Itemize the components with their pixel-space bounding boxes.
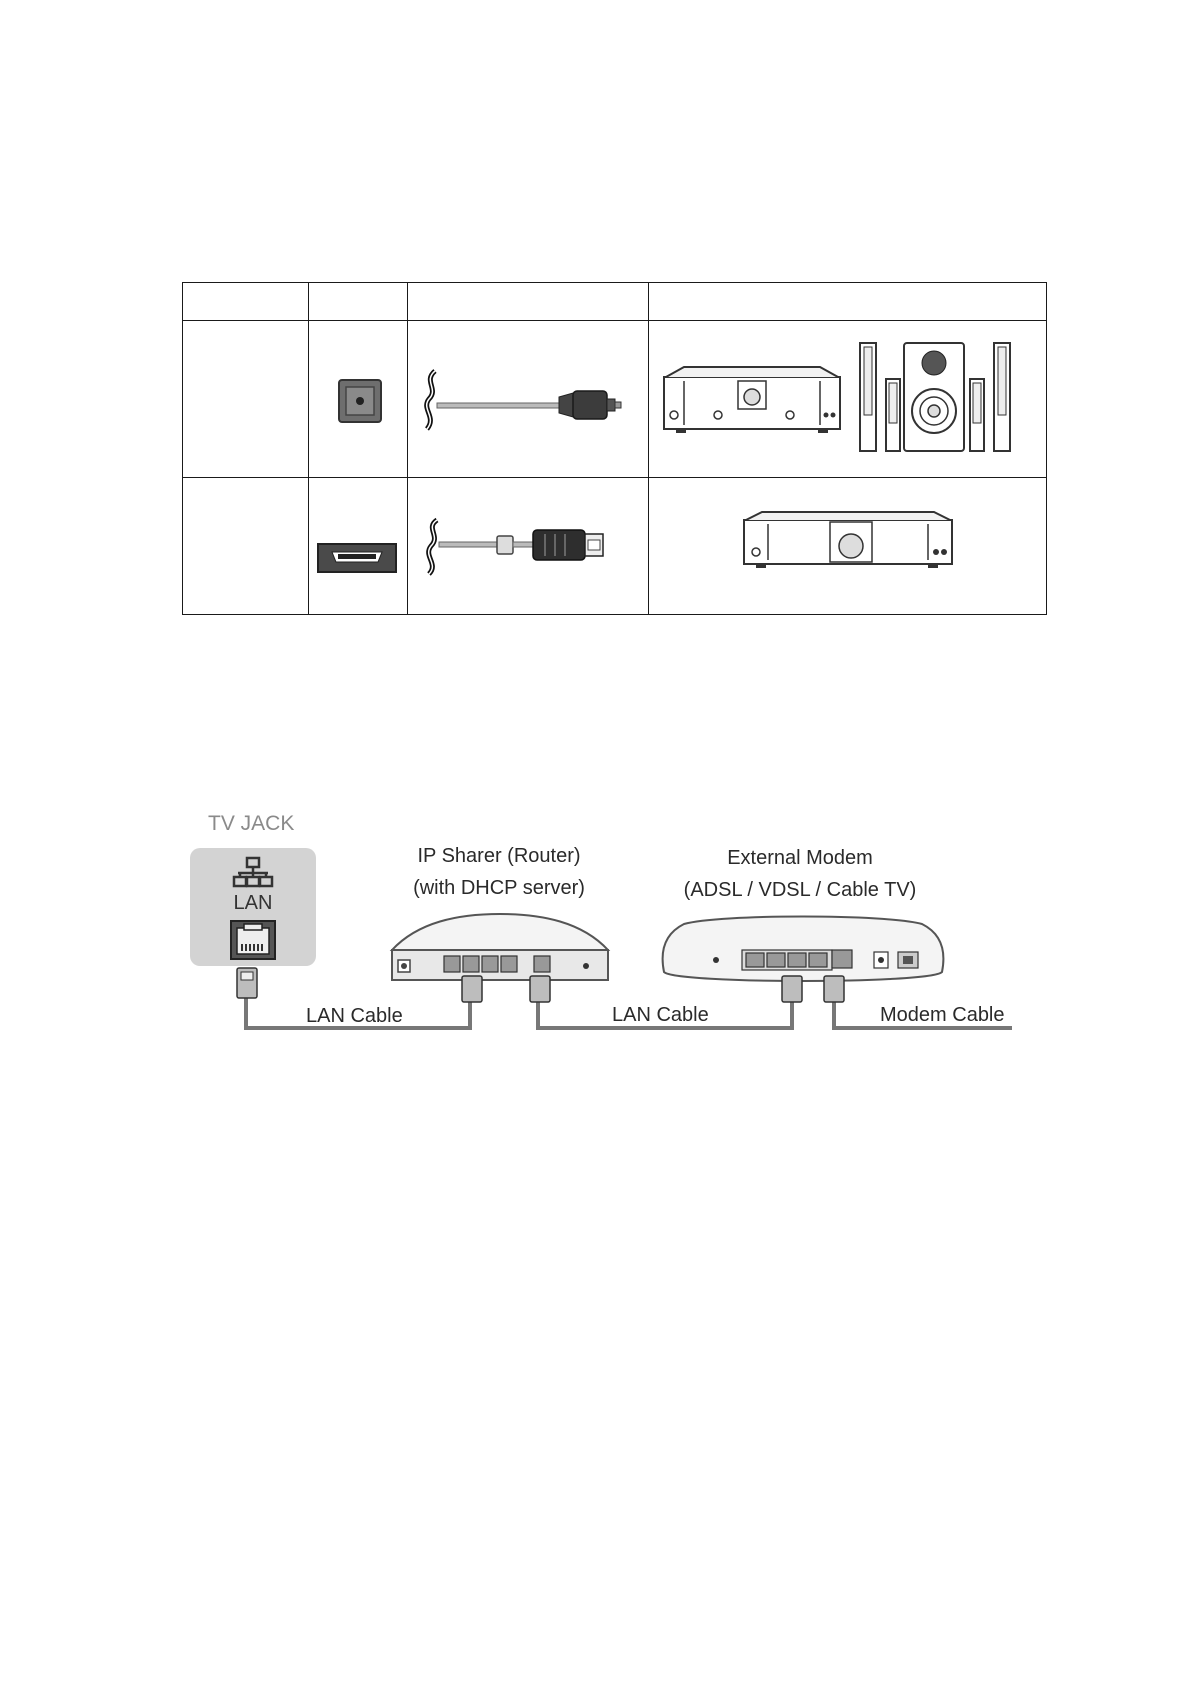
- lan-plug-icon: [235, 966, 259, 1000]
- table-row: [183, 478, 1047, 615]
- table-header-row: [183, 283, 1047, 321]
- tv-jack-title: TV JACK: [208, 812, 295, 835]
- hdmi-cable-icon: [408, 478, 649, 615]
- row-label: [183, 478, 309, 615]
- row-label: [183, 321, 309, 478]
- header-cell: [309, 283, 408, 321]
- connection-table: [182, 282, 1047, 615]
- header-cell: [649, 283, 1047, 321]
- network-diagram: [0, 800, 1191, 1060]
- lan-cable-label: LAN Cable: [612, 1004, 709, 1026]
- header-cell: [408, 283, 649, 321]
- modem-label-line1: External Modem: [727, 847, 873, 869]
- hdmi-port-icon: [309, 478, 408, 615]
- network-icon: [232, 856, 274, 888]
- modem-icon: [660, 912, 946, 1012]
- tv-jack-panel: [190, 848, 316, 966]
- lan-port-icon: [230, 920, 276, 960]
- table-row: [183, 321, 1047, 478]
- header-cell: [183, 283, 309, 321]
- optical-cable-icon: [408, 321, 649, 478]
- lan-cable-label: LAN Cable: [306, 1005, 403, 1027]
- router-label-line2: (with DHCP server): [413, 877, 585, 899]
- router-label-line1: IP Sharer (Router): [417, 845, 581, 867]
- optical-port-icon: [309, 321, 408, 478]
- audio-receiver-icon: [649, 478, 1047, 615]
- modem-label-line2: (ADSL / VDSL / Cable TV): [683, 879, 917, 901]
- audio-receiver-speakers-icon: [649, 321, 1047, 478]
- lan-port-label: LAN: [233, 892, 273, 914]
- modem-cable-label: Modem Cable: [880, 1004, 1005, 1026]
- router-icon: [388, 910, 614, 1010]
